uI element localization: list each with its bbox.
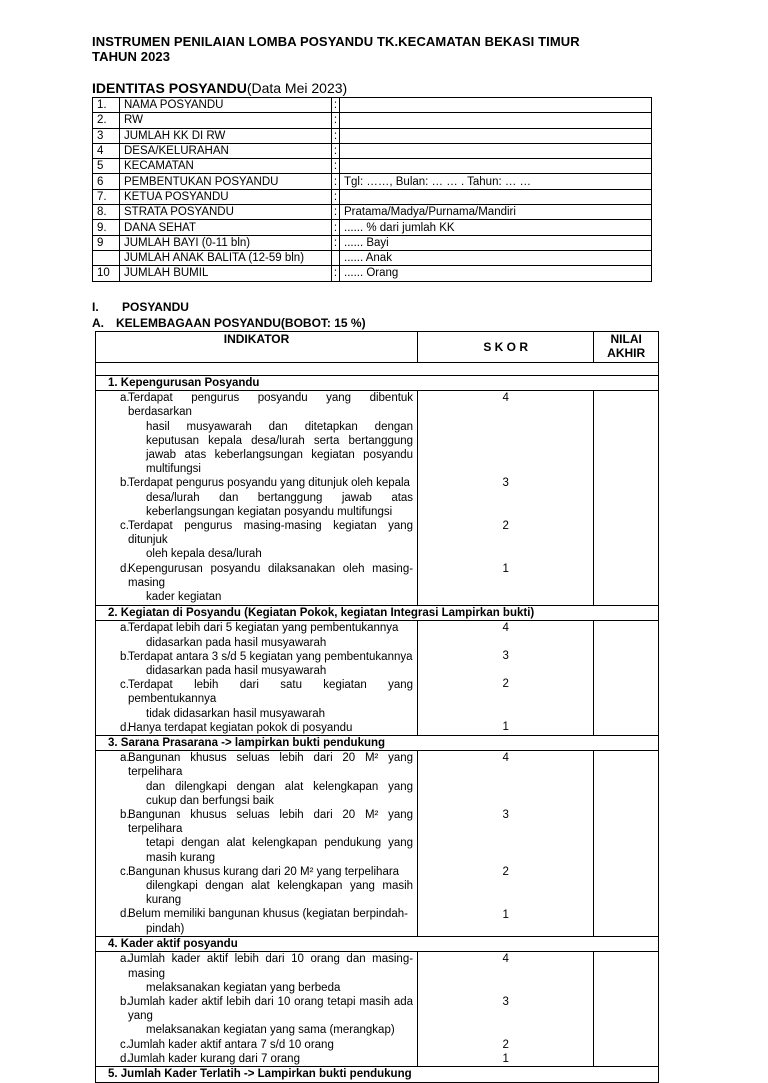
criteria-text-continued: tetapi dengan alat kelengkapan pendukung yang masih kurang — [146, 837, 414, 864]
criteria-item — [96, 1038, 417, 1052]
indicator-group-row — [96, 606, 659, 621]
indicator-cell — [96, 391, 418, 606]
subsection-heading — [92, 316, 366, 330]
identity-colon: : — [332, 205, 340, 220]
identity-label: JUMLAH BAYI (0-11 bln) — [120, 235, 332, 250]
identity-no: 1. — [93, 98, 120, 113]
identity-row — [93, 128, 652, 143]
criteria-letter: a. — [120, 953, 130, 966]
identity-value — [340, 159, 652, 174]
identity-value — [340, 98, 652, 113]
identity-row — [93, 189, 652, 204]
criteria-item — [96, 907, 417, 935]
indicator-cell — [96, 751, 418, 937]
identity-no: 4 — [93, 143, 120, 158]
score-cell — [418, 621, 594, 736]
indicator-items-row — [96, 751, 659, 937]
criteria-item — [96, 650, 417, 678]
identity-colon — [332, 250, 340, 265]
indicator-group-row — [96, 1067, 659, 1082]
score-value: 4 — [502, 953, 509, 966]
score-value: 3 — [502, 477, 509, 490]
score-value: 2 — [502, 678, 509, 691]
identity-no — [93, 250, 120, 265]
criteria-text: Bangunan khusus seluas lebih dari 20 M² yang terpelihara — [128, 752, 414, 779]
criteria-letter: b. — [120, 996, 130, 1009]
subsection-letter: A. — [92, 316, 104, 330]
criteria-text: Terdapat pengurus posyandu yang dibentuk berdasarkan — [128, 392, 414, 419]
identity-colon: : — [332, 113, 340, 128]
identity-value — [340, 143, 652, 158]
identity-value: ...... Bayi — [340, 235, 652, 250]
criteria-letter: b. — [120, 650, 130, 663]
criteria-text: Terdapat pengurus posyandu yang ditunjuk oleh kepala — [128, 477, 410, 490]
criteria-item — [96, 995, 417, 1038]
header-nilai: NILAI — [610, 332, 642, 346]
identity-value: Tgl: ……, Bulan: … … . Tahun: … … — [340, 174, 652, 189]
criteria-text-continued: desa/lurah dan bertanggung jawab atas keberlangsungan kegiatan posyandu multifungsi — [146, 491, 414, 518]
criteria-text: Bangunan khusus seluas lebih dari 20 M² yang terpelihara — [128, 809, 414, 836]
score-value: 3 — [502, 996, 509, 1009]
criteria-text-continued: dan dilengkapi dengan alat kelengkapan yang cukup dan berfungsi baik — [146, 780, 414, 807]
identity-colon: : — [332, 98, 340, 113]
identity-row — [93, 205, 652, 220]
spacer-cell — [96, 363, 659, 376]
identity-row — [93, 250, 652, 265]
score-value: 2 — [502, 1039, 509, 1052]
criteria-letter: a. — [120, 392, 130, 405]
criteria-item — [96, 721, 417, 735]
criteria-text-continued: didasarkan pada hasil musyawarah — [146, 665, 327, 678]
identity-row — [93, 235, 652, 250]
criteria-item — [96, 621, 417, 649]
criteria-text-continued: oleh kepala desa/lurah — [146, 548, 262, 561]
score-value: 2 — [502, 520, 509, 533]
criteria-letter: c. — [120, 679, 129, 692]
final-value-cell — [594, 952, 659, 1067]
criteria-text: Terdapat lebih dari 5 kegiatan yang pembentukannya — [128, 622, 399, 635]
criteria-item — [96, 952, 417, 995]
criteria-letter: d. — [120, 908, 130, 921]
criteria-item — [96, 1052, 417, 1066]
score-value: 1 — [502, 909, 509, 922]
criteria-text: Bangunan khusus kurang dari 20 M² yang terpelihara — [128, 865, 400, 878]
criteria-letter: c. — [120, 865, 129, 878]
indicator-group-title: 1. Kepengurusan Posyandu — [96, 376, 659, 391]
identity-row — [93, 220, 652, 235]
criteria-item — [96, 519, 417, 562]
title-line-2: TAHUN 2023 — [92, 49, 171, 64]
criteria-text: Jumlah kader aktif lebih dari 10 orang dan masing-masing — [128, 953, 414, 980]
identity-label: PEMBENTUKAN POSYANDU — [120, 174, 332, 189]
score-cell — [418, 391, 594, 606]
indicator-cell — [96, 621, 418, 736]
criteria-letter: d. — [120, 562, 130, 575]
identity-value — [340, 189, 652, 204]
identity-no: 10 — [93, 266, 120, 281]
identity-label: DANA SEHAT — [120, 220, 332, 235]
criteria-item — [96, 476, 417, 519]
identity-label: KETUA POSYANDU — [120, 189, 332, 204]
identity-no: 9. — [93, 220, 120, 235]
identity-row — [93, 143, 652, 158]
criteria-text-continued: dilengkapi dengan alat kelengkapan yang masih kurang — [146, 880, 414, 907]
indicator-group-title: 4. Kader aktif posyandu — [96, 937, 659, 952]
indicator-group-row — [96, 736, 659, 751]
identity-label: NAMA POSYANDU — [120, 98, 332, 113]
header-indikator: INDIKATOR — [96, 332, 418, 363]
identity-no: 2. — [93, 113, 120, 128]
indicator-cell — [96, 952, 418, 1067]
criteria-item — [96, 808, 417, 865]
indicator-group-row — [96, 376, 659, 391]
criteria-text: Kepengurusan posyandu dilaksanakan oleh masing-masing — [128, 562, 414, 589]
identity-no: 6 — [93, 174, 120, 189]
score-cell — [418, 952, 594, 1067]
criteria-text: Terdapat lebih dari satu kegiatan yang pembentukannya — [128, 679, 414, 706]
identity-value: ...... % dari jumlah KK — [340, 220, 652, 235]
criteria-text-continued: hasil musyawarah dan ditetapkan dengan keputusan kepala desa/lurah serta bertanggung jawab atas keberlangsungan kegiatan posyandu multifungsi — [146, 420, 414, 476]
subsection-title: KELEMBAGAAN POSYANDU(BOBOT: 15 %) — [116, 316, 366, 330]
identity-label: DESA/KELURAHAN — [120, 143, 332, 158]
header-akhir: AKHIR — [607, 346, 646, 361]
criteria-item — [96, 678, 417, 721]
identity-value: ...... Anak — [340, 250, 652, 265]
header-skor-spacer: S K O R — [418, 332, 594, 363]
criteria-text: Terdapat antara 3 s/d 5 kegiatan yang pembentukannya — [128, 650, 413, 663]
section-number: I. — [92, 300, 99, 314]
identity-row — [93, 159, 652, 174]
identity-no: 7. — [93, 189, 120, 204]
criteria-letter: d. — [120, 721, 130, 734]
section-title: POSYANDU — [122, 300, 189, 314]
identity-value: Pratama/Madya/Purnama/Mandiri — [340, 205, 652, 220]
indicator-group-title: 5. Jumlah Kader Terlatih -> Lampirkan bukti pendukung — [96, 1067, 659, 1082]
score-value: 4 — [502, 392, 509, 405]
criteria-letter: a. — [120, 752, 130, 765]
indicator-group-title: 3. Sarana Prasarana -> lampirkan bukti pendukung — [96, 736, 659, 751]
identity-colon: : — [332, 189, 340, 204]
identity-table — [92, 97, 652, 282]
criteria-text-continued: pindah) — [146, 922, 185, 935]
score-value: 2 — [502, 866, 509, 879]
criteria-letter: b. — [120, 809, 130, 822]
section-heading — [92, 300, 189, 314]
criteria-text: Belum memiliki bangunan khusus (kegiatan berpindah- — [128, 908, 408, 921]
indicator-group-title: 2. Kegiatan di Posyandu (Kegiatan Pokok, kegiatan Integrasi Lampirkan bukti) — [96, 606, 659, 621]
indicator-items-row — [96, 621, 659, 736]
identity-colon: : — [332, 143, 340, 158]
criteria-text: Jumlah kader kurang dari 7 orang — [128, 1052, 300, 1065]
identity-label: STRATA POSYANDU — [120, 205, 332, 220]
identity-label: RW — [120, 113, 332, 128]
identity-no: 9 — [93, 235, 120, 250]
score-cell — [418, 751, 594, 937]
identity-colon: : — [332, 128, 340, 143]
criteria-text-continued: melaksanakan kegiatan yang berbeda — [146, 981, 341, 994]
identity-row — [93, 113, 652, 128]
identity-colon: : — [332, 235, 340, 250]
criteria-item — [96, 751, 417, 808]
identity-row — [93, 98, 652, 113]
criteria-letter: a. — [120, 622, 130, 635]
score-value: 1 — [502, 563, 509, 576]
criteria-item — [96, 562, 417, 605]
identity-heading-sub: (Data Mei 2023) — [246, 80, 348, 96]
identity-heading-text: IDENTITAS POSYANDU — [92, 80, 247, 96]
identity-value — [340, 113, 652, 128]
title-line-1: INSTRUMEN PENILAIAN LOMBA POSYANDU TK.KECAMATAN BEKASI TIMUR — [92, 34, 580, 49]
identity-label: KECAMATAN — [120, 159, 332, 174]
criteria-text-continued: tidak didasarkan hasil musyawarah — [146, 707, 325, 720]
criteria-text-continued: melaksanakan kegiatan yang sama (merangkap) — [146, 1024, 395, 1037]
score-value: 1 — [502, 721, 509, 734]
final-value-cell — [594, 621, 659, 736]
criteria-text: Jumlah kader aktif lebih dari 10 orang tetapi masih ada yang — [128, 996, 414, 1023]
identity-no: 3 — [93, 128, 120, 143]
criteria-text: Terdapat pengurus masing-masing kegiatan yang ditunjuk — [128, 520, 414, 547]
score-table-header — [96, 332, 659, 363]
identity-row — [93, 266, 652, 281]
document-title — [92, 34, 692, 64]
identity-value: ...... Orang — [340, 266, 652, 281]
final-value-cell — [594, 751, 659, 937]
identity-colon: : — [332, 174, 340, 189]
final-value-cell — [594, 391, 659, 606]
score-value: 3 — [502, 809, 509, 822]
identity-label: JUMLAH KK DI RW — [120, 128, 332, 143]
criteria-letter: d. — [120, 1052, 130, 1065]
score-value: 3 — [502, 650, 509, 663]
header-nilai-akhir — [594, 332, 659, 363]
score-value: 4 — [502, 622, 509, 635]
identity-no: 8. — [93, 205, 120, 220]
identity-label: JUMLAH BUMIL — [120, 266, 332, 281]
identity-colon: : — [332, 220, 340, 235]
criteria-text-continued: didasarkan pada hasil musyawarah — [146, 636, 327, 649]
score-value: 4 — [502, 752, 509, 765]
score-table — [95, 331, 659, 1083]
indicator-group-row — [96, 937, 659, 952]
identity-colon: : — [332, 159, 340, 174]
criteria-item — [96, 865, 417, 908]
indicator-items-row — [96, 391, 659, 606]
criteria-letter: c. — [120, 1038, 129, 1051]
identity-value — [340, 128, 652, 143]
spacer-row — [96, 363, 659, 376]
identity-heading — [92, 80, 347, 96]
criteria-text-continued: kader kegiatan — [146, 591, 222, 604]
indicator-items-row — [96, 952, 659, 1067]
criteria-text: Jumlah kader aktif antara 7 s/d 10 orang — [128, 1038, 334, 1051]
score-value: 1 — [502, 1053, 509, 1066]
criteria-letter: b. — [120, 477, 130, 490]
identity-colon: : — [332, 266, 340, 281]
identity-no: 5 — [93, 159, 120, 174]
criteria-text: Hanya terdapat kegiatan pokok di posyandu — [128, 721, 353, 734]
criteria-item — [96, 391, 417, 476]
criteria-letter: c. — [120, 520, 129, 533]
identity-row — [93, 174, 652, 189]
identity-label: JUMLAH ANAK BALITA (12-59 bln) — [120, 250, 332, 265]
